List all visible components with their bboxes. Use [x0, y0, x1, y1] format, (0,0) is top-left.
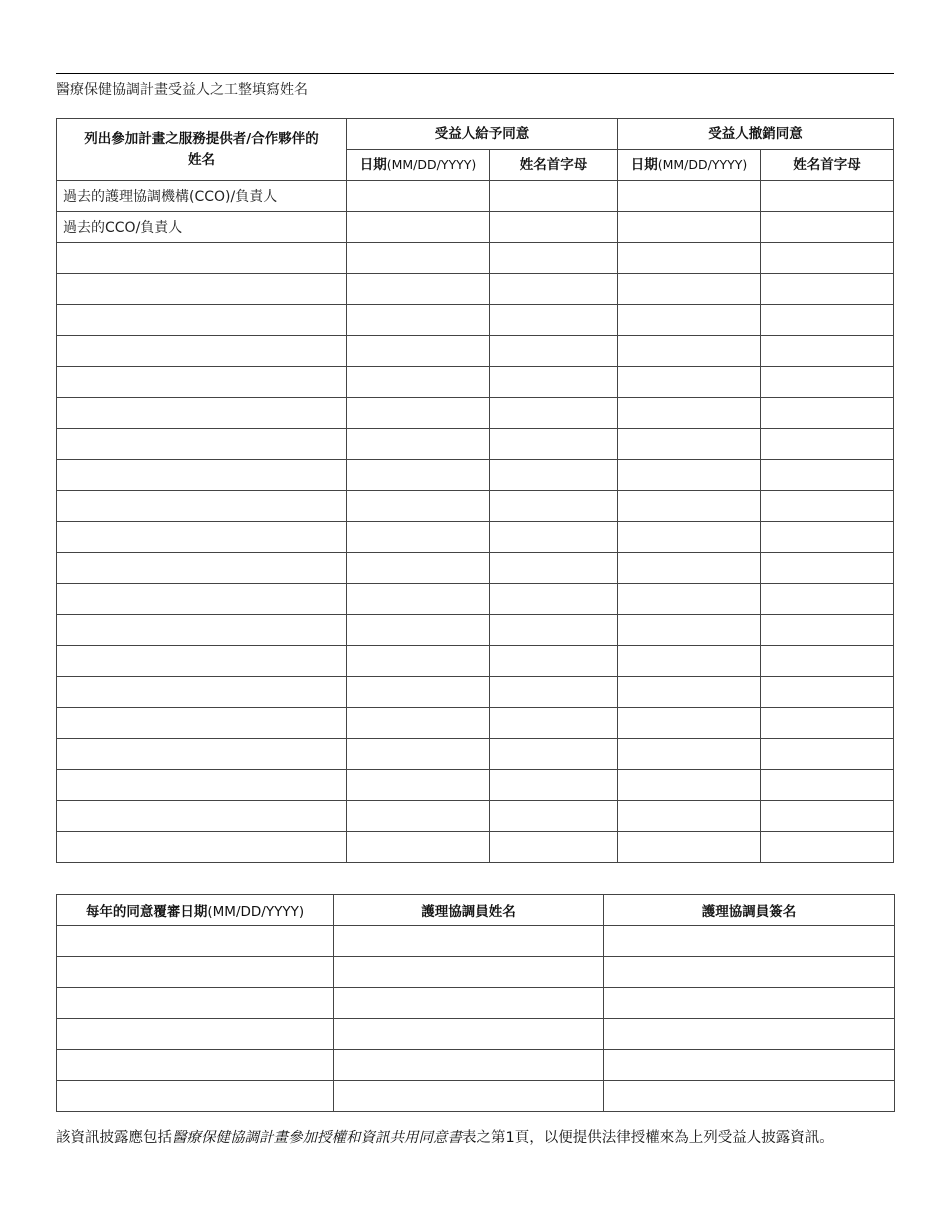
consent-row: [57, 739, 894, 770]
beneficiary-name-label: 醫療保健協調計畫受益人之工整填寫姓名: [56, 82, 308, 98]
review-date-cell[interactable]: [57, 1050, 334, 1081]
provider-name-cell[interactable]: [57, 398, 347, 429]
disclosure-prefix: 該資訊披露應包括: [56, 1130, 172, 1146]
revoke-date-cell[interactable]: [618, 398, 761, 429]
provider-name-cell[interactable]: [57, 522, 347, 553]
coordinator-name-cell[interactable]: [334, 1050, 604, 1081]
coordinator-signature-cell[interactable]: [604, 957, 895, 988]
grant-date-cell[interactable]: [347, 243, 490, 274]
provider-name-cell[interactable]: [57, 553, 347, 584]
revoke-date-cell[interactable]: [618, 801, 761, 832]
revoke-date-cell[interactable]: [618, 739, 761, 770]
consent-row: [57, 429, 894, 460]
review-row: [57, 988, 895, 1019]
consent-table: [56, 118, 894, 863]
revoke-initials-cell[interactable]: [761, 274, 894, 305]
review-date-format: (MM/DD/YYYY): [207, 904, 305, 920]
grant-date-cell[interactable]: [347, 491, 490, 522]
review-date-cell[interactable]: [57, 1019, 334, 1050]
revoke-initials-cell[interactable]: [761, 367, 894, 398]
revoke-initials-cell[interactable]: [761, 491, 894, 522]
consent-row: [57, 212, 894, 243]
grant-date-cell[interactable]: [347, 367, 490, 398]
grant-date-cell[interactable]: [347, 212, 490, 243]
consent-row: [57, 553, 894, 584]
revoke-initials-cell[interactable]: [761, 305, 894, 336]
grant-initials-cell[interactable]: [490, 646, 618, 677]
grant-initials-cell[interactable]: [490, 770, 618, 801]
provider-name-cell[interactable]: [57, 336, 347, 367]
revoke-date-cell[interactable]: [618, 646, 761, 677]
provider-header-line1: 列出參加計畫之服務提供者/合作夥伴的: [84, 130, 319, 147]
provider-name-cell[interactable]: [57, 243, 347, 274]
grant-date-header: [347, 150, 490, 181]
revoke-date-cell[interactable]: [618, 708, 761, 739]
provider-name-cell[interactable]: [57, 708, 347, 739]
revoke-initials-cell[interactable]: [761, 801, 894, 832]
coordinator-signature-cell[interactable]: [604, 988, 895, 1019]
grant-date-cell[interactable]: [347, 646, 490, 677]
coordinator-name-cell[interactable]: [334, 957, 604, 988]
revoke-initials-cell[interactable]: [761, 615, 894, 646]
grant-date-cell[interactable]: [347, 460, 490, 491]
grant-date-cell[interactable]: [347, 522, 490, 553]
provider-name-cell[interactable]: [57, 646, 347, 677]
revoke-initials-cell[interactable]: [761, 677, 894, 708]
consent-row: [57, 677, 894, 708]
revoke-date-cell[interactable]: [618, 553, 761, 584]
review-row: [57, 926, 895, 957]
grant-initials-cell[interactable]: [490, 522, 618, 553]
revoke-date-cell[interactable]: [618, 367, 761, 398]
annual-review-table: [56, 894, 895, 1112]
provider-name-cell[interactable]: [57, 770, 347, 801]
revoke-consent-header: 受益人撤銷同意: [618, 119, 894, 150]
revoke-initials-cell[interactable]: [761, 336, 894, 367]
consent-row: [57, 336, 894, 367]
grant-initials-cell[interactable]: [490, 336, 618, 367]
revoke-date-cell[interactable]: [618, 491, 761, 522]
grant-initials-cell[interactable]: [490, 305, 618, 336]
grant-initials-cell[interactable]: [490, 584, 618, 615]
revoke-initials-cell[interactable]: [761, 243, 894, 274]
revoke-initials-cell[interactable]: [761, 739, 894, 770]
grant-date-cell[interactable]: [347, 305, 490, 336]
revoke-initials-cell[interactable]: [761, 522, 894, 553]
consent-row: [57, 770, 894, 801]
consent-row: [57, 584, 894, 615]
grant-date-cell[interactable]: [347, 584, 490, 615]
revoke-initials-cell[interactable]: [761, 460, 894, 491]
consent-row: [57, 801, 894, 832]
coordinator-name-cell[interactable]: [334, 988, 604, 1019]
revoke-date-cell[interactable]: [618, 832, 761, 863]
consent-row: [57, 615, 894, 646]
review-date-cell[interactable]: [57, 926, 334, 957]
coordinator-name-cell[interactable]: [334, 1081, 604, 1112]
consent-row: [57, 274, 894, 305]
grant-date-cell[interactable]: [347, 429, 490, 460]
consent-table-body: [57, 181, 894, 863]
revoke-initials-header: 姓名首字母: [761, 150, 894, 181]
revoke-date-header: [618, 150, 761, 181]
review-row: [57, 1050, 895, 1081]
coordinator-name-header: 護理協調員姓名: [334, 895, 604, 926]
grant-consent-header: 受益人給予同意: [347, 119, 618, 150]
grant-date-cell[interactable]: [347, 181, 490, 212]
grant-date-cell[interactable]: [347, 770, 490, 801]
provider-name-cell[interactable]: [57, 429, 347, 460]
grant-initials-cell[interactable]: [490, 677, 618, 708]
coordinator-name-cell[interactable]: [334, 926, 604, 957]
provider-name-cell[interactable]: [57, 367, 347, 398]
review-row: [57, 1081, 895, 1112]
revoke-initials-cell[interactable]: [761, 770, 894, 801]
provider-name-cell[interactable]: [57, 615, 347, 646]
disclosure-note: [56, 1126, 834, 1147]
grant-initials-header: 姓名首字母: [490, 150, 618, 181]
revoke-initials-cell[interactable]: [761, 584, 894, 615]
coordinator-signature-cell[interactable]: [604, 1081, 895, 1112]
disclosure-suffix: 表之第1頁，以便提供法律授權來為上列受益人披露資訊。: [462, 1130, 834, 1146]
provider-name-cell[interactable]: [57, 491, 347, 522]
revoke-date-cell[interactable]: [618, 615, 761, 646]
revoke-initials-cell[interactable]: [761, 429, 894, 460]
consent-row: [57, 181, 894, 212]
revoke-date-cell[interactable]: [618, 243, 761, 274]
provider-name-cell[interactable]: [57, 274, 347, 305]
grant-date-cell[interactable]: [347, 398, 490, 429]
provider-name-cell[interactable]: 過去的CCO/負責人: [57, 212, 347, 243]
revoke-date-cell[interactable]: [618, 429, 761, 460]
grant-initials-cell[interactable]: [490, 553, 618, 584]
review-date-cell[interactable]: [57, 1081, 334, 1112]
consent-row: [57, 460, 894, 491]
consent-row: [57, 708, 894, 739]
provider-name-cell[interactable]: [57, 584, 347, 615]
provider-name-cell[interactable]: [57, 739, 347, 770]
review-row: [57, 1019, 895, 1050]
disclosure-form-title: 醫療保健協調計畫參加授權和資訊共用同意書: [172, 1130, 462, 1146]
top-rule: [56, 73, 894, 74]
grant-date-cell[interactable]: [347, 274, 490, 305]
grant-date-cell[interactable]: [347, 739, 490, 770]
revoke-date-cell[interactable]: [618, 584, 761, 615]
revoke-date-cell[interactable]: [618, 305, 761, 336]
provider-name-cell[interactable]: [57, 460, 347, 491]
coordinator-signature-cell[interactable]: [604, 1019, 895, 1050]
grant-initials-cell[interactable]: [490, 708, 618, 739]
revoke-date-cell[interactable]: [618, 212, 761, 243]
provider-name-cell[interactable]: [57, 832, 347, 863]
provider-name-header: [57, 119, 347, 181]
provider-name-cell[interactable]: [57, 801, 347, 832]
revoke-initials-cell[interactable]: [761, 832, 894, 863]
revoke-date-format: (MM/DD/YYYY): [657, 157, 748, 172]
coordinator-name-cell[interactable]: [334, 1019, 604, 1050]
revoke-initials-cell[interactable]: [761, 181, 894, 212]
grant-initials-cell[interactable]: [490, 181, 618, 212]
grant-initials-cell[interactable]: [490, 615, 618, 646]
grant-initials-cell[interactable]: [490, 429, 618, 460]
grant-initials-cell[interactable]: [490, 801, 618, 832]
grant-date-cell[interactable]: [347, 832, 490, 863]
revoke-initials-cell[interactable]: [761, 646, 894, 677]
consent-row: [57, 522, 894, 553]
grant-initials-cell[interactable]: [490, 243, 618, 274]
revoke-date-cell[interactable]: [618, 770, 761, 801]
provider-name-cell[interactable]: [57, 677, 347, 708]
provider-name-cell[interactable]: 過去的護理協調機構(CCO)/負責人: [57, 181, 347, 212]
review-date-cell[interactable]: [57, 957, 334, 988]
grant-initials-cell[interactable]: [490, 739, 618, 770]
revoke-date-cell[interactable]: [618, 460, 761, 491]
grant-date-cell[interactable]: [347, 801, 490, 832]
grant-date-format: (MM/DD/YYYY): [386, 157, 477, 172]
grant-date-cell[interactable]: [347, 553, 490, 584]
consent-row: [57, 398, 894, 429]
revoke-initials-cell[interactable]: [761, 398, 894, 429]
revoke-date-cell[interactable]: [618, 677, 761, 708]
provider-name-cell[interactable]: [57, 305, 347, 336]
revoke-date-label: 日期: [630, 157, 658, 173]
grant-initials-cell[interactable]: [490, 460, 618, 491]
consent-row: [57, 491, 894, 522]
grant-date-cell[interactable]: [347, 708, 490, 739]
consent-row: [57, 367, 894, 398]
grant-initials-cell[interactable]: [490, 367, 618, 398]
review-row: [57, 957, 895, 988]
coordinator-signature-header: 護理協調員簽名: [604, 895, 895, 926]
grant-initials-cell[interactable]: [490, 212, 618, 243]
review-date-label: 每年的同意覆審日期: [85, 904, 208, 920]
revoke-initials-cell[interactable]: [761, 708, 894, 739]
revoke-date-cell[interactable]: [618, 522, 761, 553]
coordinator-signature-cell[interactable]: [604, 926, 895, 957]
consent-row: [57, 646, 894, 677]
revoke-date-cell[interactable]: [618, 181, 761, 212]
grant-initials-cell[interactable]: [490, 398, 618, 429]
grant-initials-cell[interactable]: [490, 274, 618, 305]
grant-date-cell[interactable]: [347, 615, 490, 646]
consent-row: [57, 832, 894, 863]
revoke-initials-cell[interactable]: [761, 553, 894, 584]
revoke-date-cell[interactable]: [618, 274, 761, 305]
grant-date-label: 日期: [359, 157, 387, 173]
review-date-header: [57, 895, 334, 926]
grant-date-cell[interactable]: [347, 677, 490, 708]
consent-row: [57, 243, 894, 274]
consent-row: [57, 305, 894, 336]
coordinator-signature-cell[interactable]: [604, 1050, 895, 1081]
provider-header-line2: 姓名: [188, 151, 215, 168]
grant-initials-cell[interactable]: [490, 832, 618, 863]
review-table-body: [57, 926, 895, 1112]
review-date-cell[interactable]: [57, 988, 334, 1019]
grant-initials-cell[interactable]: [490, 491, 618, 522]
revoke-initials-cell[interactable]: [761, 212, 894, 243]
grant-date-cell[interactable]: [347, 336, 490, 367]
revoke-date-cell[interactable]: [618, 336, 761, 367]
